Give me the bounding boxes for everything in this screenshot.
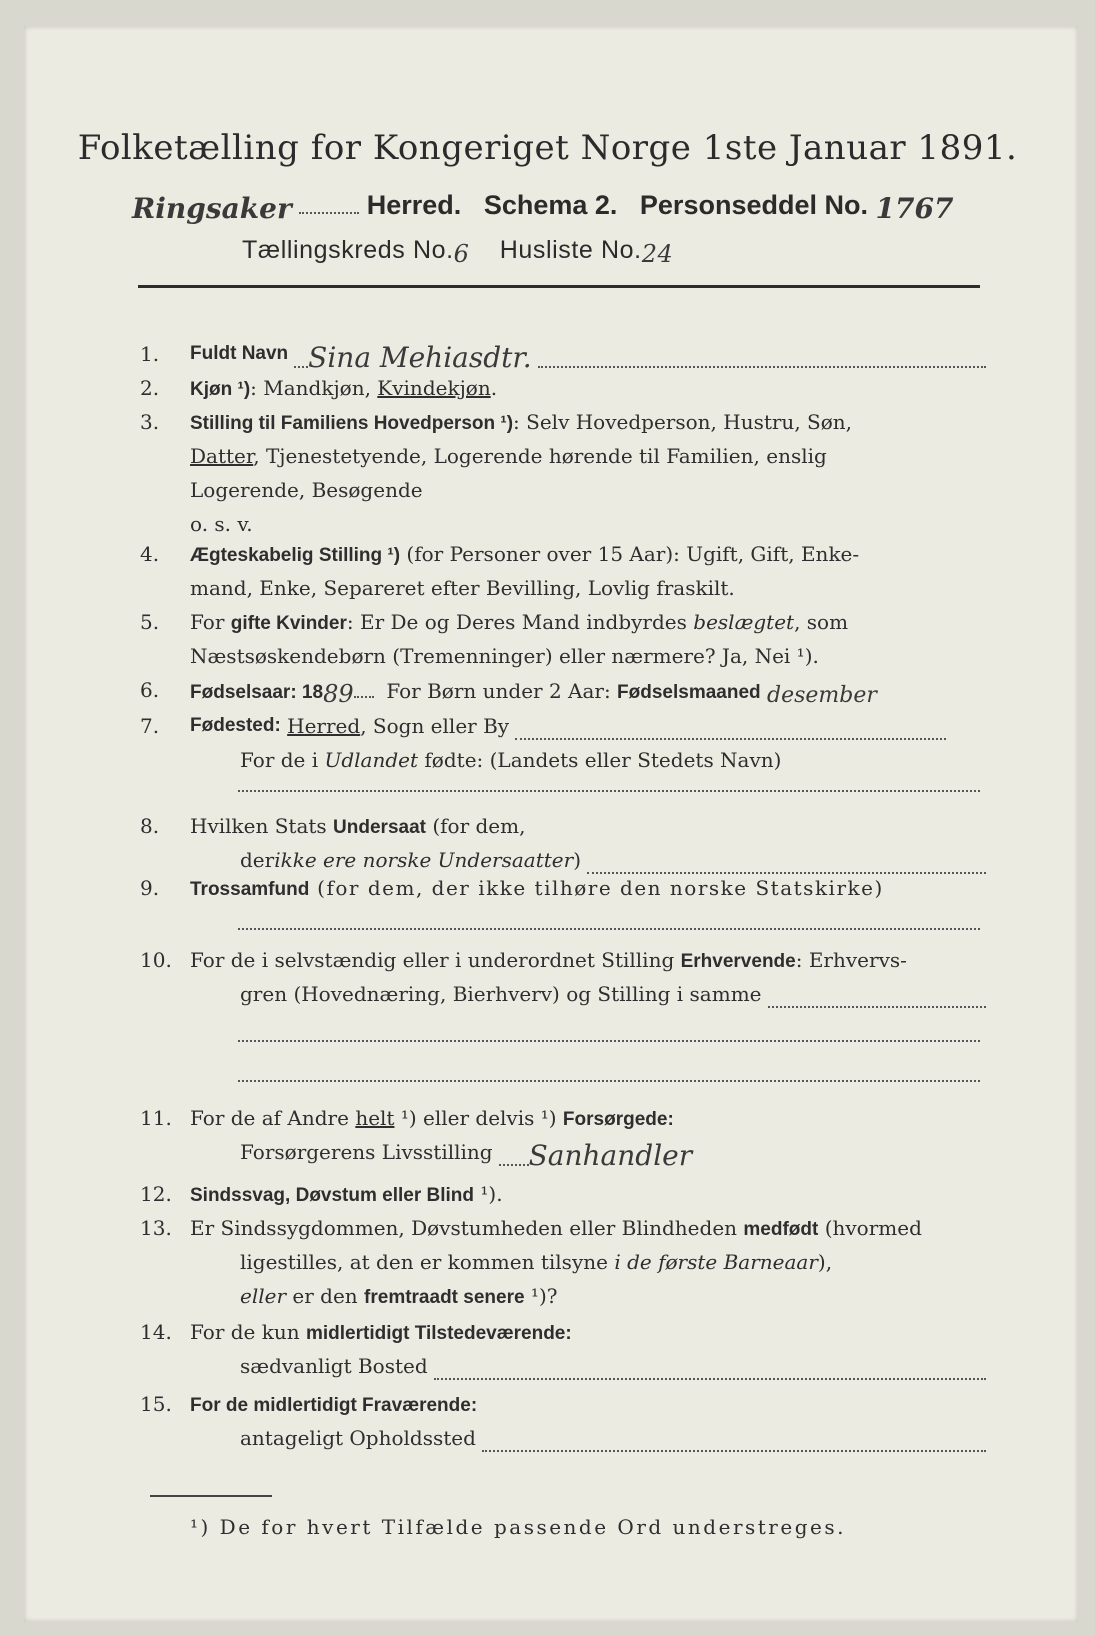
item-label: medfødt: [743, 1219, 819, 1240]
item-text: er den: [286, 1284, 365, 1308]
dotted-line: [434, 1360, 986, 1380]
item-text: (for dem, der ikke tilhøre den norske Statskirke): [309, 876, 884, 900]
item-label: Fødested:: [190, 715, 281, 736]
herred-dots: [299, 212, 359, 214]
underlined-option: Herred: [287, 714, 361, 738]
underlined-option: Datter: [190, 444, 254, 468]
item-text-italic: eller: [240, 1284, 287, 1308]
item-text: ),: [817, 1250, 833, 1274]
item-text: For: [190, 610, 231, 634]
item-text: (hvormed: [818, 1216, 922, 1240]
dotted-line: [515, 720, 946, 740]
item-label: fremtraadt senere: [364, 1287, 525, 1308]
item-label: gifte Kvinder: [230, 613, 347, 634]
dotted-line: [482, 1432, 986, 1452]
herred-label: Herred.: [366, 190, 462, 220]
item-number: 10.: [140, 948, 172, 972]
item-text: (for Personer over 15 Aar): Ugift, Gift, Enke-: [400, 542, 860, 566]
dotted-line: [354, 696, 374, 698]
dotted-line: [238, 1080, 980, 1082]
item-text: For de af Andre: [190, 1106, 356, 1130]
item-label: Stilling til Familiens Hovedperson ¹): [190, 413, 514, 434]
item-text: gren (Hovednæring, Bierhverv) og Stilling i samme: [240, 982, 762, 1006]
document-title: Folketælling for Kongeriget Norge 1ste Januar 1891.: [77, 128, 1018, 168]
item-text-italic: ikke ere norske Undersaatter: [274, 848, 574, 872]
item-text: : Er De og Deres Mand indbyrdes: [346, 610, 694, 634]
item-text-italic: beslægtet: [693, 610, 795, 634]
item-text: , som: [794, 610, 849, 634]
item-text: fødte: (Landets eller Stedets Navn): [418, 748, 782, 772]
dotted-line: [538, 348, 986, 368]
item-text: Er Sindssygdommen, Døvstumheden eller Blindheden: [190, 1216, 744, 1240]
item-text: mand, Enke, Separeret efter Bevilling, Lovlig fraskilt.: [190, 576, 735, 600]
item-number: 11.: [140, 1106, 172, 1130]
handwritten-year: 89: [323, 680, 354, 708]
item-text: For de kun: [190, 1320, 306, 1344]
item-label: Trossamfund: [190, 879, 310, 900]
item-number: 14.: [140, 1320, 172, 1344]
item-number: 13.: [140, 1216, 172, 1240]
item-number: 7.: [140, 714, 160, 738]
item-text: ): [573, 848, 582, 872]
item-number: 1.: [140, 342, 160, 366]
husliste-label: Husliste No.: [499, 236, 642, 264]
dotted-line: [294, 348, 308, 368]
item-text-italic: i de første Barneaar: [614, 1250, 818, 1274]
dotted-line: [768, 988, 987, 1008]
item-text: ¹) eller delvis ¹): [394, 1106, 563, 1130]
dotted-line: [238, 928, 980, 930]
item-text: sædvanligt Bosted: [240, 1354, 428, 1378]
item-text: .: [490, 376, 498, 400]
husliste-number: 24: [641, 240, 674, 268]
herred-line: [132, 188, 954, 225]
schema-label: Schema 2.: [483, 190, 618, 220]
item-label: Fødselsmaaned: [617, 682, 761, 703]
item-label: Undersaat: [333, 817, 426, 838]
item-text-italic: Udlandet: [324, 748, 419, 772]
item-text: (for dem,: [425, 814, 526, 838]
item-label: Fødselsaar: 18: [190, 682, 324, 703]
taellingskreds-number: 6: [453, 240, 470, 268]
item-text: der: [240, 848, 275, 872]
item-text: , Tjenestetyende, Logerende hørende til Familien, enslig: [253, 444, 827, 468]
item-number: 5.: [140, 610, 160, 634]
underlined-option: helt: [355, 1106, 395, 1130]
dotted-line: [587, 854, 986, 874]
taellingskreds-label: Tællingskreds No.: [242, 236, 454, 264]
item-text: For Børn under 2 Aar:: [386, 679, 618, 703]
footnote-divider: [150, 1495, 272, 1497]
item-number: 2.: [140, 376, 160, 400]
underlined-option: Kvindekjøn: [377, 376, 491, 400]
item-label: Fuldt Navn: [190, 343, 289, 364]
item-text: : Selv Hovedperson, Hustru, Søn,: [513, 410, 853, 434]
item-text: o. s. v.: [190, 512, 253, 536]
item-text: Næstsøskendebørn (Tremenninger) eller nærmere? Ja, Nei ¹).: [190, 644, 819, 668]
item-number: 8.: [140, 814, 160, 838]
item-text: Forsørgerens Livsstilling: [240, 1140, 493, 1164]
herred-handwritten: Ringsaker: [132, 192, 292, 225]
item-text: : Erhvervs-: [795, 948, 907, 972]
item-text: : Mandkjøn,: [250, 376, 378, 400]
item-text: , Sogn eller By: [360, 714, 510, 738]
header-divider: [138, 285, 980, 288]
item-label: Sindssvag, Døvstum eller Blind: [190, 1185, 475, 1206]
handwritten-answer: Sina Mehiasdtr.: [308, 341, 532, 374]
taellingskreds-line: [242, 236, 674, 268]
item-label: Erhvervende: [680, 951, 796, 972]
item-number: 9.: [140, 876, 160, 900]
item-number: 15.: [140, 1392, 172, 1416]
item-text: For de i: [240, 748, 325, 772]
item-label: Forsørgede:: [562, 1109, 674, 1130]
handwritten-answer: Sanhandler: [528, 1139, 693, 1172]
dotted-line: [499, 1146, 529, 1166]
item-label: For de midlertidigt Fraværende:: [190, 1395, 478, 1416]
item-number: 3.: [140, 410, 160, 434]
item-text: Logerende, Besøgende: [190, 478, 423, 502]
item-label: Ægteskabelig Stilling ¹): [190, 545, 401, 566]
dotted-line: [238, 1040, 980, 1042]
item-number: 12.: [140, 1182, 172, 1206]
item-label: Kjøn ¹): [190, 379, 251, 400]
item-text: Hvilken Stats: [190, 814, 334, 838]
personseddel-number: 1767: [875, 192, 954, 225]
personseddel-label: Personseddel No.: [639, 190, 868, 220]
item-text: ¹).: [474, 1182, 503, 1206]
dotted-line: [238, 790, 980, 792]
handwritten-month: desember: [767, 683, 877, 708]
item-number: 4.: [140, 542, 160, 566]
item-text: ¹)?: [524, 1284, 558, 1308]
item-text: ligestilles, at den er kommen tilsyne: [240, 1250, 615, 1274]
footnote: ¹) De for hvert Tilfælde passende Ord understreges.: [190, 1515, 846, 1539]
item-text: For de i selvstændig eller i underordnet Stilling: [190, 948, 681, 972]
item-label: midlertidigt Tilstedeværende:: [305, 1323, 572, 1344]
item-text: antageligt Opholdssted: [240, 1426, 476, 1450]
item-number: 6.: [140, 678, 160, 702]
